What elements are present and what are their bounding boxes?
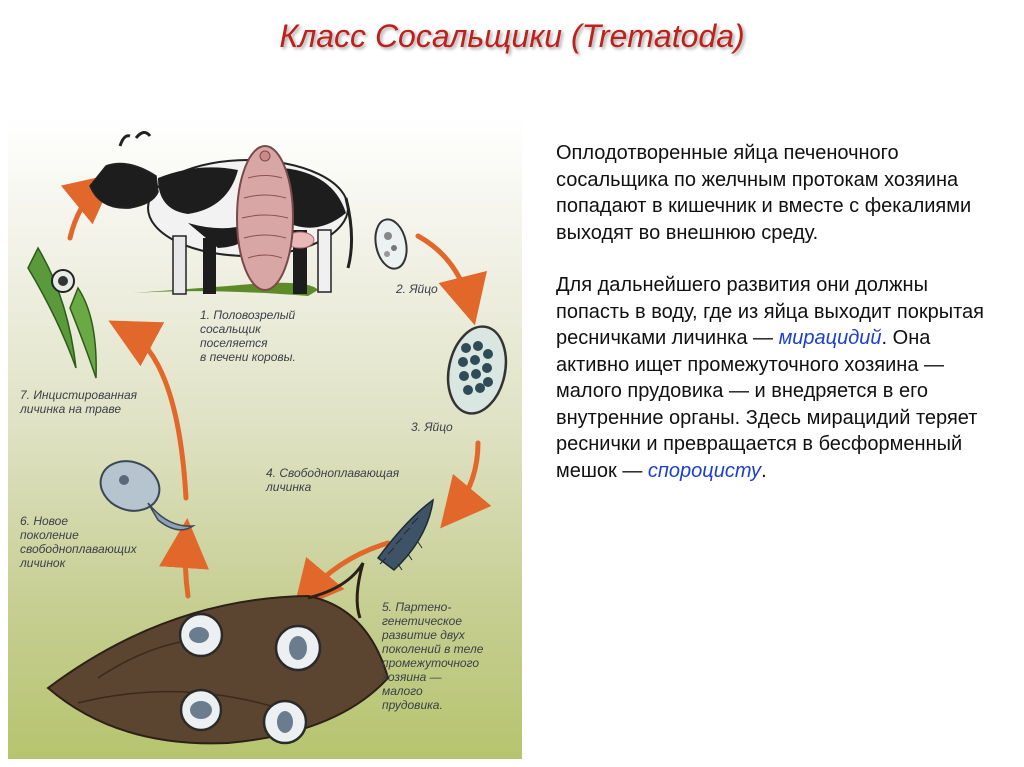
- cow-illustration: [90, 132, 352, 296]
- paragraph-development-part-3: .: [761, 459, 767, 482]
- caption-egg-2: 3. Яйцо: [411, 420, 453, 434]
- slide-title: Класс Сосальщики (Trematoda): [279, 18, 745, 54]
- caption-free-swimming-larva: 4. Свободноплавающая личинка: [266, 466, 400, 494]
- arrow-larva-to-snail: [306, 543, 388, 596]
- caption-snail-development: 5. Партено- генетическое развитие двух поколений в теле промежуточного хозяина — малого прудовика.: [382, 600, 484, 712]
- paragraph-development-part-1: Для дальнейшего развития они должны попасть в воду, где из яйца выходит покрытая ресничками личинка —: [556, 274, 984, 349]
- paragraph-development: [556, 272, 996, 484]
- life-cycle-diagram: [8, 118, 522, 759]
- arrow-egg-to-larva: [453, 443, 478, 513]
- egg-2: [440, 321, 513, 419]
- paragraph-eggs: Оплодотворенные яйца печеночного сосальщика по желчным протокам хозяина попадают в кишечник и вместе с фекалиями выходят во внешнюю среду.: [556, 142, 972, 244]
- caption-egg: 2. Яйцо: [396, 282, 438, 296]
- egg-1: [371, 216, 411, 271]
- caption-encysted-larva: 7. Инцистированная личинка на траве: [20, 388, 138, 416]
- term-sporocyst-link[interactable]: спороцисту: [647, 459, 762, 482]
- term-miracidium-link[interactable]: мирацидий: [778, 327, 882, 349]
- grass-with-cyst: [28, 248, 96, 378]
- ciliated-larva: [378, 500, 433, 570]
- paragraph-development-part-2: . Она активно ищет промежуточного хозяина — малого прудовика — и внедряется в его внутренние органы. Здесь мирацидий теряет реснички и превращается в бесформенный мешок —: [556, 327, 978, 482]
- arrow-snail-to-newgen: [185, 538, 188, 596]
- caption-adult-fluke: 1. Половозрелый сосальщик поселяется в печени коровы.: [200, 308, 296, 364]
- pond-snail: [48, 563, 388, 743]
- caption-new-generation: 6. Новое поколение свободноплавающих личинок: [20, 514, 137, 570]
- description-text: [556, 140, 996, 510]
